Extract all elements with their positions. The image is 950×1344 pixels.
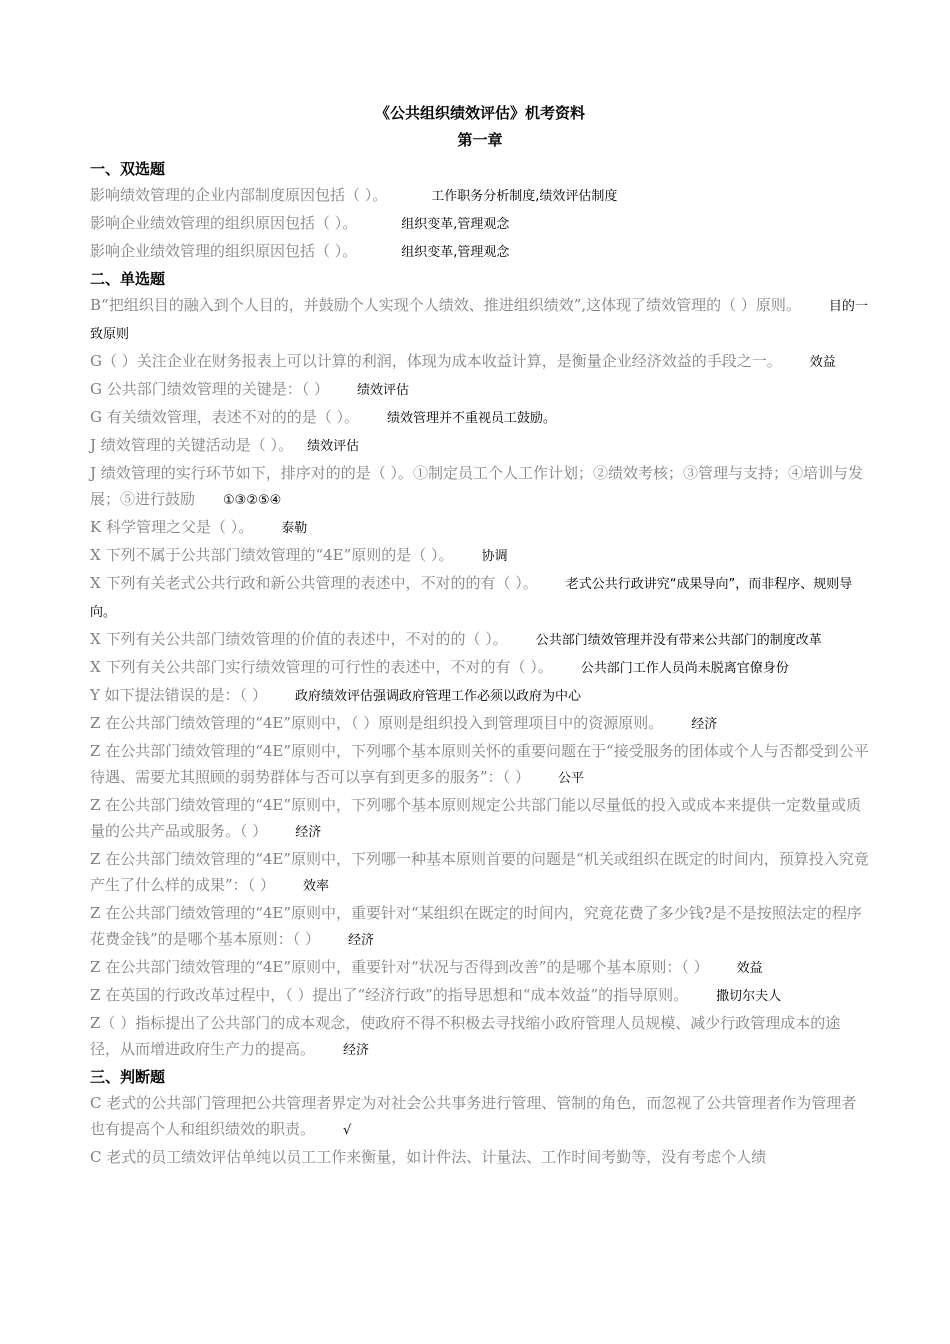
question-item: [90, 292, 870, 348]
question-item: [90, 900, 870, 954]
question-text: G 有关绩效管理，表述不对的的是（ ）。: [90, 408, 360, 426]
answer-text: 经济: [343, 1043, 370, 1058]
answer-text: 公共部门工作人员尚未脱离官僚身份: [580, 661, 789, 676]
question-text: Z（ ）指标提出了公共部门的成本观念，使政府不得不积极去寻找缩小政府管理人员规模、减少行政管理成本的途径，从而增进政府生产力的提高。: [90, 1014, 841, 1058]
answer-text: 公平: [557, 771, 584, 786]
question-item: [90, 570, 870, 626]
question-item: [90, 460, 870, 514]
answer-text: 公共部门绩效管理并没有带来公共部门的制度改革: [535, 633, 822, 648]
question-item: [90, 846, 870, 900]
question-text: Z 在公共部门绩效管理的“4E”原则中，重要针对“某组织在既定的时间内，究竟花费了多少钱?是不是按照法定的程序花费金钱”的是哪个基本原则：（ ）: [90, 904, 862, 948]
question-item: [90, 738, 870, 792]
question-item: [90, 626, 870, 654]
question-text: Z 在公共部门绩效管理的“4E”原则中，下列哪个基本原则关怀的重要问题在于“接受服务的团体或个人与否都受到公平待遇、需要尤其照顾的弱势群体与否可以享有到更多的服务”：（ ）: [90, 742, 869, 786]
question-text: G（ ）关注企业在财务报表上可以计算的利润，体现为成本收益计算，是衡量企业经济效益的手段之一。: [90, 352, 782, 370]
question-text: X 下列不属于公共部门绩效管理的“4E”原则的是（ ）。: [90, 546, 454, 564]
answer-text: 泰勒: [281, 521, 308, 536]
question-item: [90, 348, 870, 376]
answer-text: 目的一致原则: [90, 299, 868, 342]
answer-text: 组织变革,管理观念: [401, 245, 510, 260]
question-item: [90, 514, 870, 542]
question-item: [90, 954, 870, 982]
question-text: C 老式的员工绩效评估单纯以员工工作来衡量，如计件法、计量法、工作时间考勤等，没有考虑个人绩: [90, 1148, 767, 1166]
answer-text: 效益: [809, 355, 836, 370]
question-text: 影响企业绩效管理的组织原因包括（ ）。: [90, 214, 358, 232]
answer-text: 绩效管理并不重视员工鼓励。: [387, 411, 557, 426]
question-text: 影响企业绩效管理的组织原因包括（ ）。: [90, 242, 358, 260]
question-text: X 下列有关公共部门绩效管理的价值的表述中，不对的的（ ）。: [90, 630, 508, 648]
question-text: Z 在公共部门绩效管理的“4E”原则中，（ ）原则是组织投入到管理项目中的资源原则。: [90, 714, 664, 732]
answer-text: 经济: [691, 717, 718, 732]
question-item: [90, 1144, 870, 1170]
question-item: [90, 654, 870, 682]
answer-text: 协调: [481, 549, 508, 564]
question-item: [90, 238, 870, 266]
answer-text: 绩效评估: [357, 383, 410, 398]
answer-text: 组织变革,管理观念: [401, 217, 510, 232]
section-heading-double-choice: 一、双选题: [90, 160, 166, 178]
answer-text: 政府绩效评估强调政府管理工作必须以政府为中心: [294, 689, 581, 704]
chapter-heading: 第一章: [457, 131, 503, 149]
answer-text: ①③②⑤④: [223, 493, 282, 508]
question-text: Z 在公共部门绩效管理的“4E”原则中，下列哪一种基本原则首要的问题是“机关或组织在既定的时间内，预算投入究竟产生了什么样的成果”：（ ）: [90, 850, 869, 894]
section-heading-single-choice: 二、单选题: [90, 270, 166, 288]
question-text: B“把组织目的融入到个人目的，并鼓励个人实现个人绩效、推进组织绩效”,这体现了绩效管理的（ ）原则。: [90, 296, 801, 314]
question-text: Y 如下提法错误的是：（ ）: [90, 686, 267, 704]
question-item: [90, 982, 870, 1010]
question-item: [90, 210, 870, 238]
document-page: [90, 100, 870, 1170]
answer-text: 工作职务分析制度,绩效评估制度: [431, 189, 618, 204]
question-text: X 下列有关公共部门实行绩效管理的可行性的表述中，不对的有（ ）。: [90, 658, 553, 676]
question-item: [90, 376, 870, 404]
answer-text: 撒切尔夫人: [716, 989, 782, 1004]
question-text: Z 在英国的行政改革过程中，（ ）提出了“经济行政”的指导思想和“成本效益”的指导原则。: [90, 986, 689, 1004]
question-text: X 下列有关老式公共行政和新公共管理的表述中，不对的的有（ ）。: [90, 574, 538, 592]
question-text: J 绩效管理的关键活动是（ ）。: [90, 436, 294, 454]
question-item: [90, 542, 870, 570]
question-item: [90, 1010, 870, 1064]
question-item: [90, 182, 870, 210]
question-item: [90, 404, 870, 432]
answer-text: 绩效评估: [307, 439, 360, 454]
question-item: [90, 432, 870, 460]
answer-text: 效益: [736, 961, 763, 976]
answer-text: √: [343, 1123, 352, 1138]
question-text: 影响绩效管理的企业内部制度原因包括（ ）。: [90, 186, 388, 204]
document-title: 《公共组织绩效评估》机考资料: [374, 104, 585, 122]
answer-text: 效率: [302, 879, 329, 894]
section-heading-judgement: 三、判断题: [90, 1068, 166, 1086]
question-text: Z 在公共部门绩效管理的“4E”原则中，重要针对“状况与否得到改善”的是哪个基本原则：（ ）: [90, 958, 709, 976]
question-item: [90, 710, 870, 738]
question-item: [90, 792, 870, 846]
answer-text: 老式公共行政讲究“成果导向”，而非程序、规则导向。: [90, 577, 853, 620]
question-item: [90, 1090, 870, 1144]
question-text: C 老式的公共部门管理把公共管理者界定为对社会公共事务进行管理、管制的角色，而忽视了公共管理者作为管理者也有提高个人和组织绩效的职责。: [90, 1094, 857, 1138]
question-item: [90, 682, 870, 710]
question-text: J 绩效管理的实行环节如下，排序对的的是（ ）。①制定员工个人工作计划；②绩效考核；③管理与支持；④培训与发展；⑤进行鼓励: [90, 464, 864, 508]
question-text: K 科学管理之父是（ ）。: [90, 518, 254, 536]
answer-text: 经济: [295, 825, 322, 840]
answer-text: 经济: [347, 933, 374, 948]
question-text: Z 在公共部门绩效管理的“4E”原则中，下列哪个基本原则规定公共部门能以尽量低的投入或成本来提供一定数量或质量的公共产品或服务。（ ）: [90, 796, 862, 840]
question-text: G 公共部门绩效管理的关键是：（ ）: [90, 380, 330, 398]
